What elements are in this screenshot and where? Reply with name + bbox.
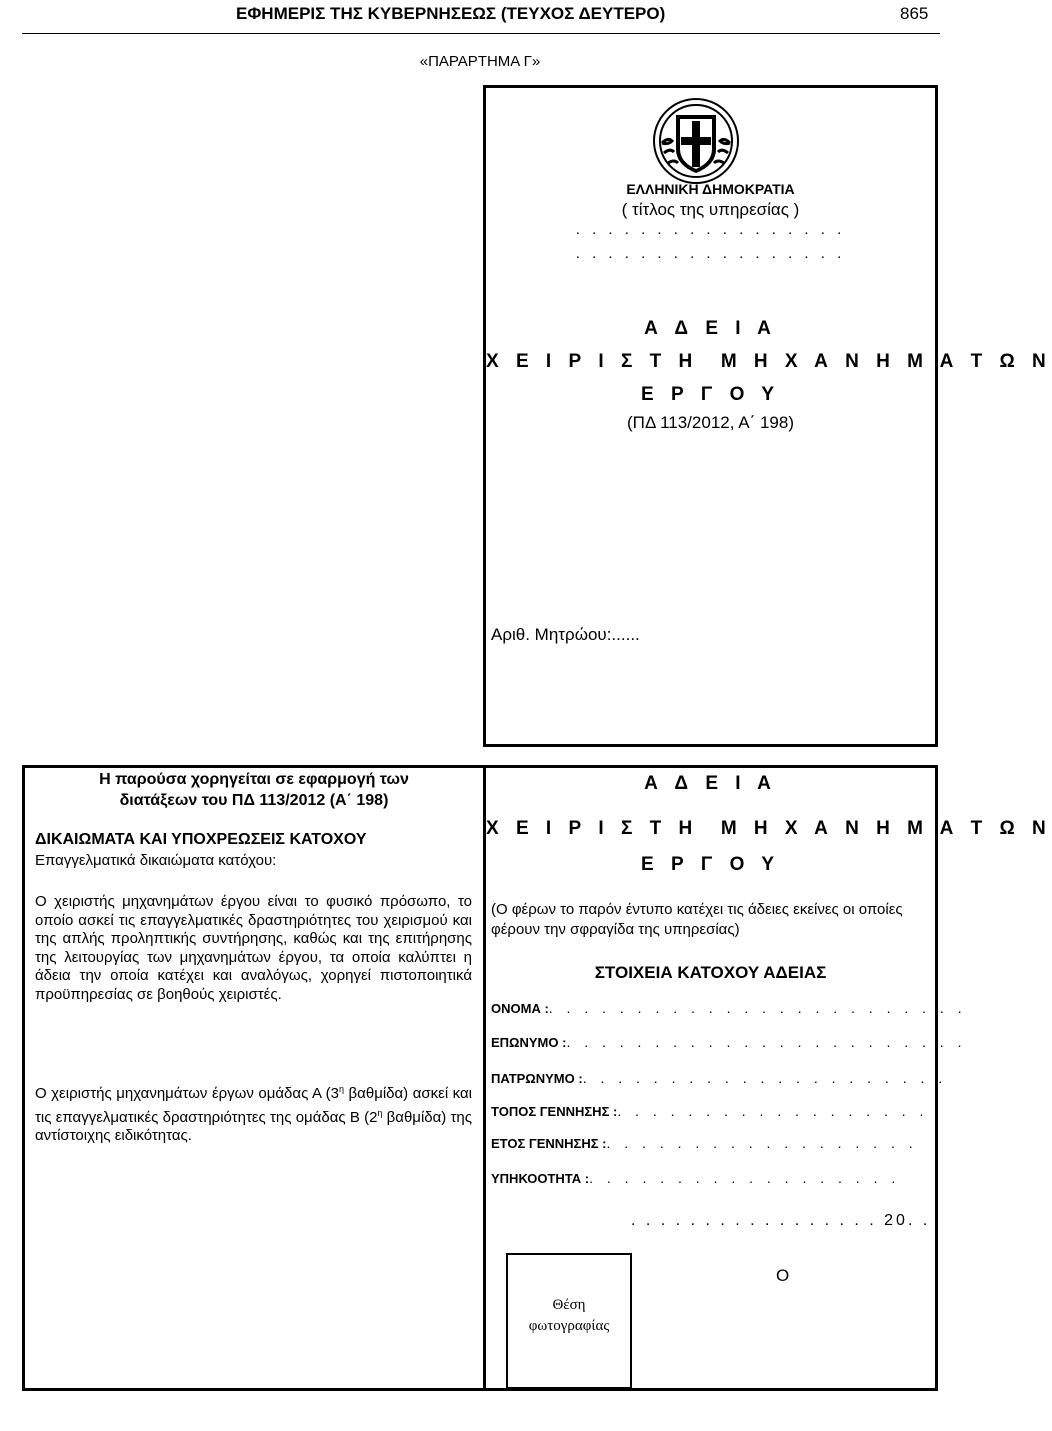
p2-sup-1: η xyxy=(339,1084,345,1094)
p2-part-1: Ο χειριστής μηχανημάτων έργων ομάδας Α (3 xyxy=(35,1085,340,1102)
legal-reference: (ΠΔ 113/2012, Α΄ 198) xyxy=(627,413,794,432)
field-nationality xyxy=(491,1170,900,1186)
photo-placeholder xyxy=(506,1253,632,1389)
p2-sup-2: η xyxy=(377,1107,383,1118)
field-label: ΕΤΟΣ ΓΕΝΝΗΣΗΣ : xyxy=(491,1136,607,1151)
panel-license-subtitle-1: Χ Ε Ι Ρ Ι Σ Τ Η Μ Η Χ Α Ν Η Μ Α Τ Ω Ν xyxy=(486,818,1052,839)
rights-subheading: Επαγγελματικά δικαιώματα κατόχου: xyxy=(35,852,277,869)
field-first-name xyxy=(491,1000,967,1016)
rights-paragraph-2 xyxy=(35,1080,472,1146)
state-name: ΕΛΛΗΝΙΚΗ ΔΗΜΟΚΡΑΤΙΑ xyxy=(626,181,795,197)
field-dots: . . . . . . . . . . . . . . . . . . xyxy=(617,1103,929,1119)
cover-license-subtitle-2: Ε Ρ Γ Ο Υ xyxy=(641,384,780,405)
field-surname xyxy=(491,1034,966,1050)
photo-label-2: φωτογραφίας xyxy=(528,1318,610,1334)
header-rule xyxy=(22,33,940,34)
service-title: ( τίτλος της υπηρεσίας ) xyxy=(621,200,800,219)
field-label: ΥΠΗΚΟΟΤΗΤΑ : xyxy=(491,1171,590,1186)
intro-line-1: Η παρούσα χορηγείται σε εφαρμογή των xyxy=(99,771,409,788)
holder-note: (Ο φέρων το παρόν έντυπο κατέχει τις άδειες εκείνες οι οποίες φέρουν την σφραγίδα της υπηρεσίας) xyxy=(491,901,903,938)
greek-coat-of-arms-icon xyxy=(652,97,740,185)
holder-heading: ΣΤΟΙΧΕΙΑ ΚΑΤΟΧΟΥ ΑΔΕΙΑΣ xyxy=(594,963,827,982)
annex-title: «ΠΑΡΑΡΤΗΜΑ Γ» xyxy=(419,53,541,70)
left-panel xyxy=(22,765,483,1391)
field-dots: . . . . . . . . . . . . . . . . . . . . . xyxy=(582,1070,948,1086)
field-dots: . . . . . . . . . . . . . . . . . . . . . . . xyxy=(566,1034,967,1050)
panel-license-title: Α Δ Ε Ι Α xyxy=(644,773,777,794)
rights-heading: ΔΙΚΑΙΩΜΑΤΑ ΚΑΙ ΥΠΟΧΡΕΩΣΕΙΣ ΚΑΤΟΧΟΥ xyxy=(35,831,367,848)
field-place-of-birth xyxy=(491,1103,928,1119)
field-dots: . . . . . . . . . . . . . . . . . . . . . . . . xyxy=(548,1000,967,1016)
photo-label-1: Θέση xyxy=(552,1297,586,1313)
field-label: ΕΠΩΝΥΜΟ : xyxy=(491,1035,567,1050)
gazette-title: ΕΦΗΜΕΡΙΣ ΤΗΣ ΚΥΒΕΡΝΗΣΕΩΣ (ΤΕΥΧΟΣ ΔΕΥΤΕΡΟ) xyxy=(236,4,666,23)
p2-part-3: βαθμίδα) της αντίστοιχης ειδικότητας. xyxy=(35,1108,473,1145)
intro-line-2: διατάξεων του ΠΔ 113/2012 (Α΄ 198) xyxy=(119,792,389,809)
cover-license-title: Α Δ Ε Ι Α xyxy=(644,318,777,339)
field-dots: . . . . . . . . . . . . . . . . . . xyxy=(589,1170,901,1186)
cover-license-subtitle-1: Χ Ε Ι Ρ Ι Σ Τ Η Μ Η Χ Α Ν Η Μ Α Τ Ω Ν xyxy=(486,351,1052,372)
service-dots-2: . . . . . . . . . . . . . . . . . xyxy=(575,245,846,262)
service-dots-1: . . . . . . . . . . . . . . . . . xyxy=(575,221,846,238)
cover-box xyxy=(483,85,1052,747)
p2-part-2: βαθμίδα) ασκεί και τις επαγγελματικές δραστηριότητες της ομάδας Β (2 xyxy=(35,1085,472,1126)
signatory-label: Ο xyxy=(776,1266,790,1285)
panel-license-subtitle-2: Ε Ρ Γ Ο Υ xyxy=(641,854,780,875)
field-year-of-birth xyxy=(491,1135,918,1151)
field-label: ΠΑΤΡΩΝΥΜΟ : xyxy=(491,1071,583,1086)
right-panel xyxy=(483,765,1052,1391)
page-number: 865 xyxy=(900,4,929,23)
issue-date-line: . . . . . . . . . . . . . . . . . 20. . xyxy=(631,1212,931,1229)
rights-paragraph-1: Ο χειριστής μηχανημάτων έργου είναι το φυσικό πρόσωπο, το οποίο ασκεί τις επαγγελματικές δραστηριότητες του χειρισμού και της απλής προληπτικής συντήρησης, καθώς και της επιτήρησης της λειτουργίας των μηχανημάτων έργου, τα οποία καλύπτει η άδεια την οποία κατέχει και αναλόγως, χορηγεί πιστοποιητικά προϋπηρεσίας σε βοηθούς χειριστές. xyxy=(35,893,472,1003)
field-label: ΟΝΟΜΑ : xyxy=(491,1001,549,1016)
field-dots: . . . . . . . . . . . . . . . . . . xyxy=(606,1135,918,1151)
field-father-name xyxy=(491,1070,947,1086)
field-label: ΤΟΠΟΣ ΓΕΝΝΗΣΗΣ : xyxy=(491,1104,618,1119)
registry-number: Αριθ. Μητρώου:...... xyxy=(491,625,640,644)
